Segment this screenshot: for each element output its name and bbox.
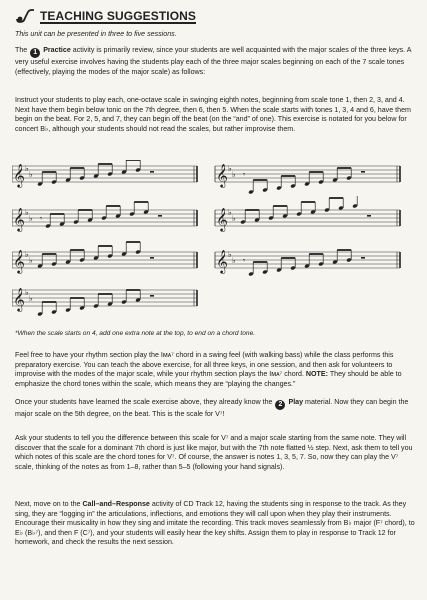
flat-icon: ♭: [25, 288, 29, 297]
half-rest-icon: [150, 295, 154, 297]
treble-clef-icon: 𝄞: [216, 163, 228, 187]
half-rest-icon: [361, 257, 365, 259]
flat-icon: ♭: [228, 164, 232, 173]
music-staff-scale-from-7: [215, 249, 400, 276]
music-staff-scale-from-3: [12, 242, 197, 274]
call-response-paragraph: Next, move on to the Call–and–Response activity of CD Track 12, having the students sing in response to the track. As they sing, they are “logging in” the articulations, inflections, and emotions they will call upon when they play their instruments. Encourage their musicality in how they sing and imitate the recording. This track moves seamlessly from B♭ major (F⁷ chord), to E♭ (B♭⁷), and then F (C⁷), and your students will easily hear the key shifts. Assign them to play in response to Track 12 for homework, and check the results the next session.: [15, 500, 415, 547]
dominant-scale-paragraph: Ask your students to tell you the difference between this scale for V⁷ and a major scale starting from the same note. They will discover that the scale for a dominant 7th chord is just like major, but with the 7th note flatted ½ step. Next, ask them to tell you which notes of this scale are the chord tones for V⁷. Of course, the answer is notes 1, 3, 5, 7. So, now they can play the V⁷ scale, thinking of the notes as from 1–8, rather than 5–5 (following your hand signals).: [15, 434, 413, 471]
treble-clef-icon: 𝄞: [13, 287, 25, 311]
flat-icon: ♭: [29, 214, 33, 223]
section-title: TEACHING SUGGESTIONS: [40, 9, 197, 23]
footnote: *When the scale starts on 4, add one extra note at the top, to end on a chord tone.: [15, 330, 256, 337]
flat-icon: ♭: [228, 208, 232, 217]
half-rest-icon: [361, 171, 365, 173]
play-label: Play: [288, 398, 304, 406]
treble-clef-icon: 𝄞: [13, 163, 25, 187]
eighth-rest-icon: 𝄾: [243, 170, 246, 179]
eighth-rest-icon: 𝄾: [40, 214, 43, 223]
half-rest-icon: [367, 215, 371, 217]
treble-clef-icon: 𝄞: [216, 207, 228, 231]
music-staff-scale-from-5: [215, 163, 400, 194]
flat-icon: ♭: [25, 164, 29, 173]
play-paragraph: Once your students have learned the scale exercise above, they already know the 2 Play material. Now they can begin the major scale on the 5th degree, on the beat. This is the scale for V⁷!: [15, 398, 409, 418]
half-rest-icon: [158, 215, 162, 217]
flat-icon: ♭: [232, 214, 236, 223]
activity-number-badge: 2: [275, 400, 285, 410]
flat-icon: ♭: [232, 256, 236, 265]
treble-clef-icon: 𝄞: [13, 207, 25, 231]
instructions-paragraph: Instruct your students to play each, one-octave scale in swinging eighth notes, beginning from scale tone 1, then 2, 3, and 4. Next have them begin below tonic on the 7th degree, then 6, then 5. When the scale starts with tones 1, 3, 4 and 6, have them begin on the beat. For 2, 5, and 7, they can begin off the beat (on the “and” of one). This exercise is notated for you below for concert B♭, although your students should not read the scales, but rather improvise them.: [15, 96, 411, 133]
music-staff-scale-from-6: [12, 287, 197, 316]
intro-line: This unit can be presented in three to five sessions.: [15, 30, 177, 38]
music-notation-examples: [12, 160, 417, 330]
half-rest-icon: [150, 257, 154, 259]
flat-icon: ♭: [29, 294, 33, 303]
treble-clef-icon: 𝄞: [13, 249, 25, 273]
rhythm-section-paragraph: Feel free to have your rhythm section play the Iᴍᴀ⁷ chord in a swing feel (with walking bass) while the class performs this preparatory exercise. You can teach the above exercise, for all three keys, in one session, and then ask for volunteers to improvise with the modes of the major scale, while your rhythm section plays the Iᴍᴀ⁷ chord. NOTE: They should be able to emphasize the chord tones within the scale, which means they are “playing the changes.”: [15, 351, 402, 388]
practice-label: Practice: [43, 46, 71, 54]
activity-number-badge: 1: [30, 48, 40, 58]
music-staff-scale-from-2: [12, 202, 197, 232]
call-response-label: Call–and–Response: [82, 500, 150, 508]
note-label: NOTE:: [305, 370, 328, 379]
flat-icon: ♭: [232, 170, 236, 179]
treble-clef-icon: 𝄞: [216, 249, 228, 273]
practice-paragraph: The 1 Practice activity is primarily review, since your students are well acquainted with the major scales of the three keys. A very useful exercise involves having the students play each of the three major scales beginning on each of the 7 scale tones (effectively, playing the modes of the major scale) as follows:: [15, 46, 412, 76]
flat-icon: ♭: [228, 250, 232, 259]
music-staff-scale-from-1: [12, 160, 197, 188]
music-staff-scale-from-4: [215, 196, 400, 232]
flat-icon: ♭: [29, 170, 33, 179]
flat-icon: ♭: [25, 250, 29, 259]
flat-icon: ♭: [29, 256, 33, 265]
section-header: [15, 9, 196, 23]
flat-icon: ♭: [25, 208, 29, 217]
half-rest-icon: [150, 171, 154, 173]
saxophone-logo-icon: [15, 9, 35, 23]
eighth-rest-icon: 𝄾: [243, 256, 246, 265]
